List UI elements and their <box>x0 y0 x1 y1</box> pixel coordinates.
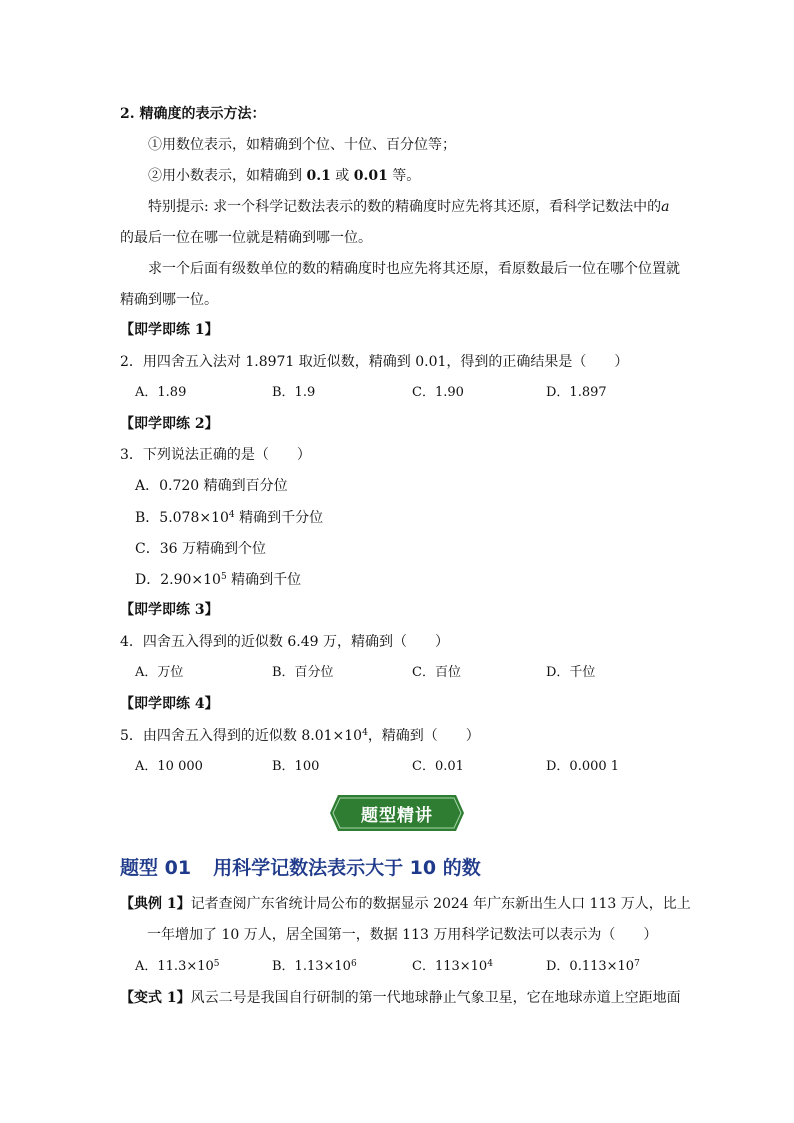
exercise2-option-a: A．0.720 精确到百分位 <box>135 478 288 494</box>
special-tip-line2: 的最后一位在哪一位就是精确到哪一位。 <box>120 230 372 246</box>
example1-label: 【典例 1】 <box>120 896 191 912</box>
item2-post: 等。 <box>387 168 421 184</box>
exercise1-label: 【即学即练 1】 <box>120 322 219 338</box>
section-banner <box>330 795 464 831</box>
option-b <box>272 957 357 977</box>
exercise2-question: 3．下列说法正确的是（ ） <box>120 447 311 463</box>
question-text: ，精确到（ ） <box>367 728 480 744</box>
option-a: A．10 000 <box>135 759 203 774</box>
optD-base: D．2.90×10 <box>135 572 221 588</box>
tip2-line1: 求一个后面有级数单位的数的精确度时也应先将其还原，看原数最后一位在哪个位置就 <box>148 261 680 277</box>
variant1-text: 风云二号是我国自行研制的第一代地球静止气象卫星，它在地球赤道上空距地面 <box>190 990 681 1006</box>
tip2-line2: 精确到哪一位。 <box>120 292 218 308</box>
exercise2-option-d <box>135 570 301 590</box>
option-a: A．万位 <box>135 665 184 680</box>
option-b: B．100 <box>272 759 320 774</box>
example1-line1 <box>120 894 691 914</box>
optC-base: C．113×10 <box>412 959 488 974</box>
method-item-1: ①用数位表示，如精确到个位、十位、百分位等； <box>148 137 456 153</box>
optC-exponent: 4 <box>487 959 493 969</box>
option-a <box>135 957 220 977</box>
item2-mid: 或 <box>330 168 354 184</box>
exercise3-options <box>135 663 635 683</box>
exercise4-options <box>135 757 635 777</box>
section-title <box>120 853 481 880</box>
option-d <box>546 957 640 977</box>
option-b: B．1.9 <box>272 385 316 400</box>
special-tip-line1 <box>148 197 670 217</box>
exercise2-option-c: C．36 万精确到个位 <box>135 541 266 557</box>
optB-exponent: 6 <box>350 959 357 969</box>
example1-text: 记者查阅广东省统计局公布的数据显示 2024 年广东新出生人口 113 万人，比上 <box>190 896 691 912</box>
option-d: D．1.897 <box>546 385 607 400</box>
optB-base: B．5.078×10 <box>135 510 229 526</box>
question-base: 5．由四舍五入得到的近似数 8.01×10 <box>120 728 363 744</box>
optA-exponent: 5 <box>213 959 220 969</box>
option-d: D．千位 <box>546 665 596 680</box>
optB-base: B．1.13×10 <box>272 959 351 974</box>
section-title-text: 用科学记数法表示大于 10 的数 <box>213 857 481 879</box>
optD-base: D．0.113×10 <box>546 959 635 974</box>
optB-exponent: 4 <box>228 510 235 520</box>
variant1-label: 【变式 1】 <box>120 990 191 1006</box>
exercise4-label: 【即学即练 4】 <box>120 696 219 712</box>
heading-text: 2. 精确度的表示方法： <box>120 106 266 122</box>
banner-text: 题型精讲 <box>361 805 433 826</box>
tip1-text: 特别提示: 求一个科学记数法表示的数的精确度时应先将其还原，看科学记数法中的 <box>148 199 662 215</box>
option-c: C．百位 <box>412 665 461 680</box>
item2-value1: 0.1 <box>306 168 331 184</box>
option-c <box>412 957 493 977</box>
optD-exponent: 7 <box>634 959 640 969</box>
exercise2-label: 【即学即练 2】 <box>120 416 219 432</box>
section2-heading <box>120 104 266 124</box>
optD-exponent: 5 <box>220 572 227 582</box>
tip1-variable: a <box>661 199 670 215</box>
option-d: D．0.000 1 <box>546 759 620 774</box>
exercise4-question <box>120 726 480 746</box>
exercise2-option-b <box>135 508 323 528</box>
option-b: B．百分位 <box>272 665 334 680</box>
example1-line2: 一年增加了 10 万人，居全国第一，数据 113 万用科学记数法可以表示为（ ） <box>147 927 658 943</box>
question-exponent: 4 <box>362 728 368 738</box>
item2-pre: ②用小数表示，如精确到 <box>148 168 307 184</box>
exercise1-question: 2．用四舍五入法对 1.8971 取近似数，精确到 0.01，得到的正确结果是（ ） <box>120 354 629 370</box>
option-a: A．1.89 <box>135 385 187 400</box>
optB-text: 精确到千分位 <box>234 510 324 526</box>
option-c: C．1.90 <box>412 385 464 400</box>
item2-value2: 0.01 <box>353 168 388 184</box>
exercise3-label: 【即学即练 3】 <box>120 602 219 618</box>
section-number: 题型 01 <box>120 857 192 879</box>
optA-base: A．11.3×10 <box>135 959 214 974</box>
optD-text: 精确到千位 <box>226 572 302 588</box>
example1-options <box>135 957 655 977</box>
exercise1-options <box>135 383 635 403</box>
variant1-line1 <box>120 988 681 1008</box>
option-c: C．0.01 <box>412 759 464 774</box>
method-item-2 <box>148 166 420 186</box>
exercise3-question: 4．四舍五入得到的近似数 6.49 万，精确到（ ） <box>120 634 449 650</box>
